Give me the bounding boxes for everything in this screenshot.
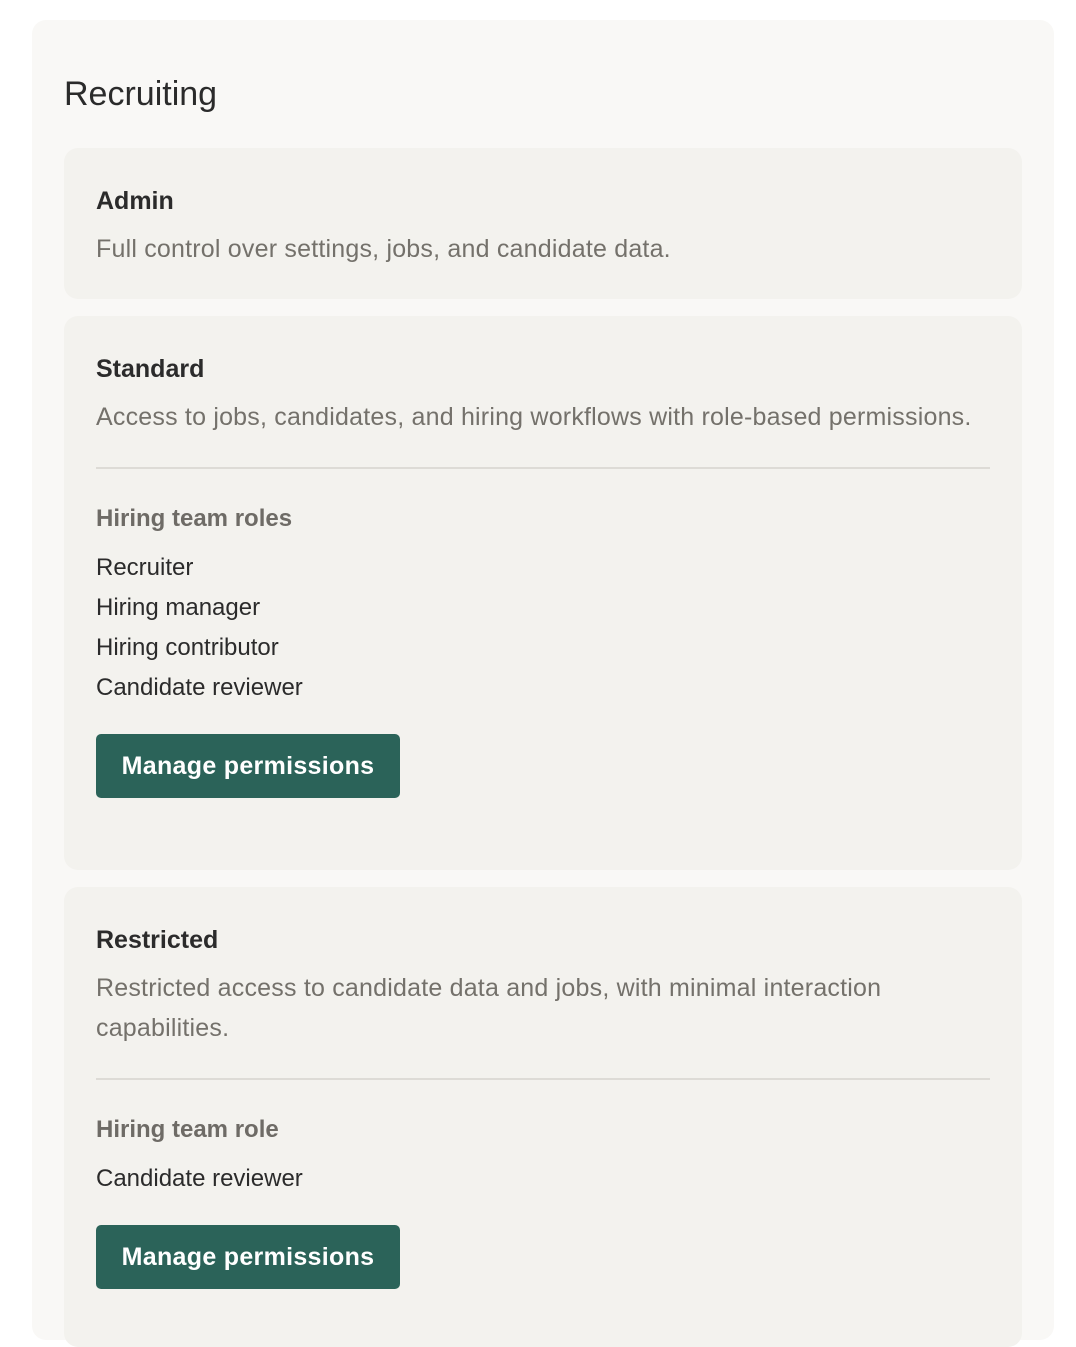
recruiting-panel xyxy=(32,20,1054,1340)
divider xyxy=(96,1078,990,1080)
card-description: Restricted access to candidate data and jobs, with minimal interaction capabilities. xyxy=(96,974,882,1042)
role-item: Hiring contributor xyxy=(96,634,279,661)
role-card-standard xyxy=(64,316,1022,870)
manage-permissions-button[interactable]: Manage permissions xyxy=(96,1225,400,1289)
card-title: Admin xyxy=(96,187,174,215)
roles-heading: Hiring team roles xyxy=(96,505,293,532)
roles-list xyxy=(96,548,990,708)
role-card-restricted xyxy=(64,887,1022,1347)
role-item: Candidate reviewer xyxy=(96,674,303,701)
roles-list xyxy=(96,1159,990,1199)
role-item: Recruiter xyxy=(96,554,194,581)
card-description: Full control over settings, jobs, and candidate data. xyxy=(96,235,671,263)
section-title: Recruiting xyxy=(64,75,218,113)
manage-permissions-button[interactable]: Manage permissions xyxy=(96,734,400,798)
roles-heading: Hiring team role xyxy=(96,1116,279,1143)
card-title: Restricted xyxy=(96,926,219,954)
divider xyxy=(96,467,990,469)
role-item: Candidate reviewer xyxy=(96,1165,303,1192)
role-card-admin xyxy=(64,148,1022,299)
role-item: Hiring manager xyxy=(96,594,261,621)
card-title: Standard xyxy=(96,355,205,383)
card-description: Access to jobs, candidates, and hiring workflows with role-based permissions. xyxy=(96,403,972,431)
